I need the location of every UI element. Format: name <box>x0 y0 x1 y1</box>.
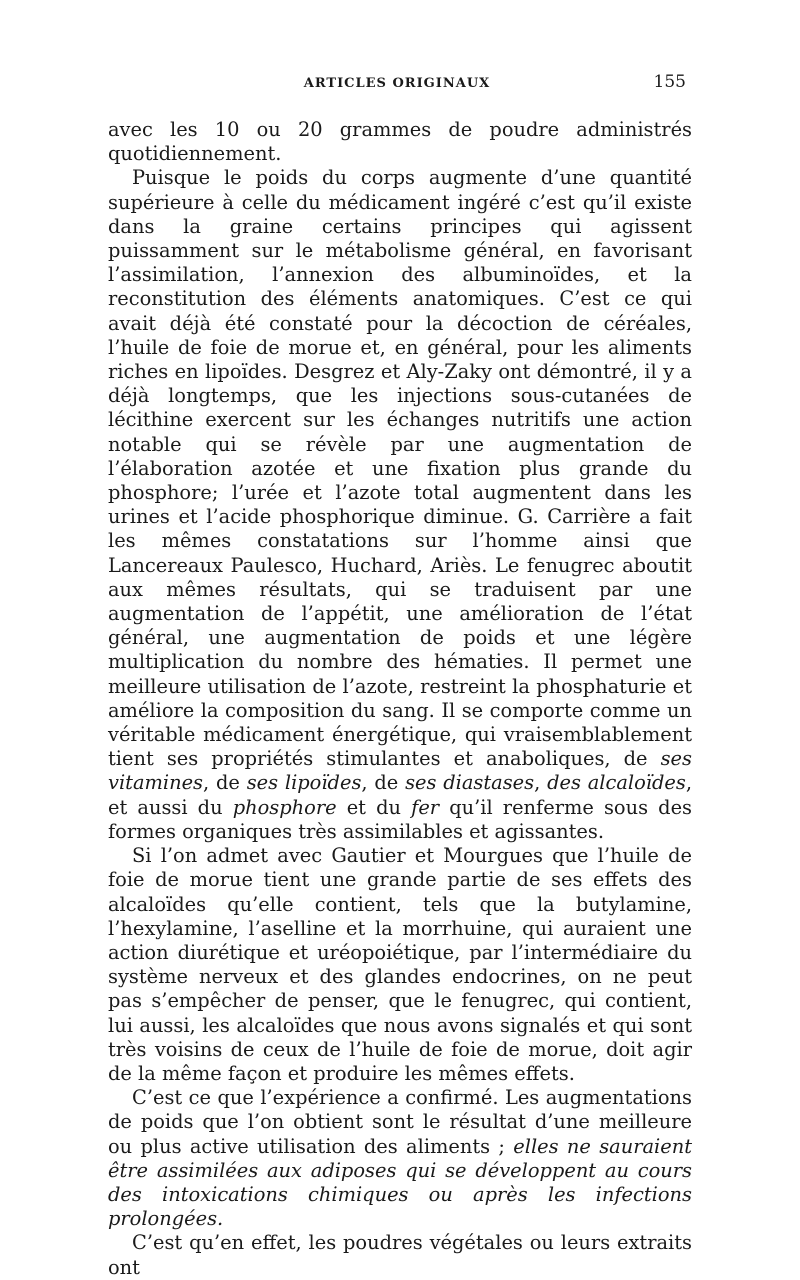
italic-text: ses vitamines <box>108 747 692 795</box>
text-segment: , de <box>361 771 406 795</box>
paragraph <box>108 1231 692 1279</box>
paragraph <box>108 118 692 166</box>
text-segment: , de <box>203 771 247 795</box>
italic-text: ses lipoïdes <box>246 771 362 795</box>
running-title: ARTICLES ORIGINAUX <box>303 76 491 91</box>
text-segment: avec les 10 ou 20 grammes de poudre administrés quotidiennement. <box>108 118 692 166</box>
text-segment: C’est qu’en effet, les poudres végétales ou leurs extraits ont <box>108 1231 692 1279</box>
italic-text: des alcaloïdes <box>547 771 686 795</box>
text-segment: et du <box>336 795 412 819</box>
text-segment: Si l’on admet avec Gautier et Mourgues que l’huile de foie de morue tient une grande partie de ses effets des alcaloïdes qu’elle contient, tels que la butylamine, l’hexylamine, l’aselline et la morrhuine, qui auraient une action diurétique et uréopoiétique, par l’intermédiaire du système nerveux et des glandes endocrines, on ne peut pas s’empêcher de penser, que le fenugrec, qui contient, lui aussi, les alcaloïdes que nous avons signalés et qui sont très voisins de ceux de l’huile de foie de morue, doit agir de la même façon et produire les mêmes effets. <box>108 844 692 1085</box>
italic-text: ses diastases <box>405 771 535 795</box>
page-header <box>108 72 686 100</box>
text-segment: Puisque le poids du corps augmente d’une quantité supérieure à celle du médicament ingéré c’est qu’il existe dans la graine certains principes qui agissent puissamment sur le métabolisme général, en favorisant l’assimilation, l’annexion des albuminoïdes, et la reconstitution des éléments anatomiques. C’est ce qui avait déjà été constaté pour la décoction de céréales, l’huile de foie de morue et, en général, pour les aliments riches en lipoïdes. Desgrez et Aly-Zaky ont démontré, il y a déjà longtemps, que les injections sous-cutanées de lécithine exercent sur les échanges nutritifs une action notable qui se révèle par une augmentation de l’élaboration azotée et une fixation plus grande du phosphore; l’urée et l’azote total augmentent dans les urines et l’acide phosphorique diminue. G. Carrière a fait les mêmes constatations sur l’homme ainsi que Lancereaux Paulesco, Huchard, Ariès. Le fenugrec aboutit aux mêmes résultats, qui se traduisent par une augmentation de l’appétit, une amélioration de l’état général, une augmentation de poids et une légère multiplication du nombre des hématies. Il permet une meilleure utilisation de l’azote, restreint la phosphaturie et améliore la composition du sang. Il se comporte comme un véritable médicament énergétique, qui vraisemblablement tient ses propriétés stimulantes et anaboliques, de <box>108 166 692 771</box>
paragraph <box>108 844 692 1086</box>
text-segment: C’est ce que l’expérience a confirmé. Les augmentations de poids que l’on obtient sont le résultat d’une meilleure ou plus active utilisation des aliments ; <box>108 1086 692 1158</box>
body-text <box>108 118 692 1280</box>
italic-text: phosphore <box>232 795 337 819</box>
text-segment: , <box>534 771 548 795</box>
text-segment: , et aussi du <box>108 771 693 819</box>
paragraph <box>108 1086 692 1231</box>
page-number: 155 <box>653 72 686 92</box>
italic-text: elles ne sauraient être assimilées aux adiposes qui se développent au cours des intoxications chimiques ou après les infections prolongées. <box>108 1134 692 1231</box>
italic-text: fer <box>411 795 440 819</box>
paragraph <box>108 166 692 844</box>
text-segment: qu’il renferme sous des formes organiques très assimilables et agissantes. <box>108 795 692 843</box>
